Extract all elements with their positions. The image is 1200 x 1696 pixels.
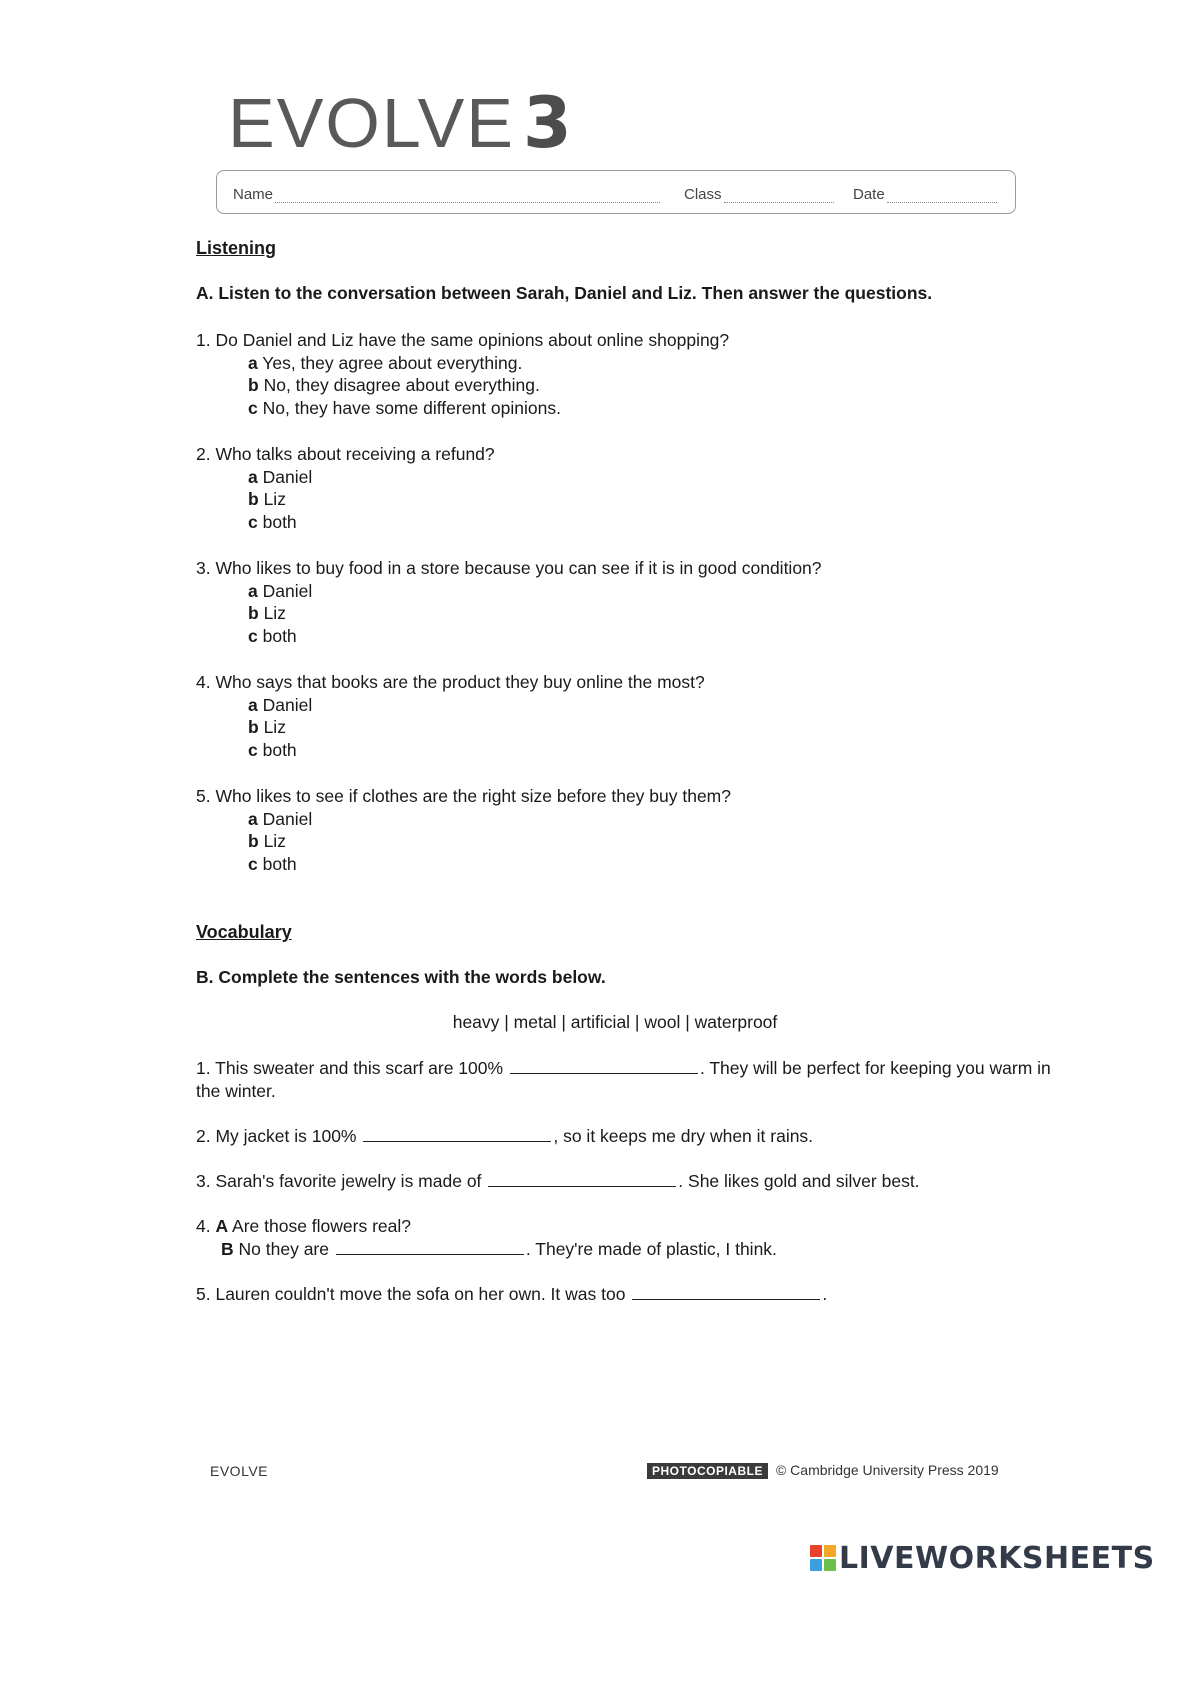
option-a[interactable]: a Daniel — [248, 580, 313, 601]
logo-level: 3 — [522, 82, 573, 164]
vocab-question-2: 2. My jacket is 100% , so it keeps me dry when it rains. — [196, 1126, 814, 1146]
question-text: 2. Who talks about receiving a refund? — [196, 444, 495, 464]
option-a[interactable]: a Daniel — [248, 808, 313, 829]
option-c[interactable]: c both — [248, 739, 297, 760]
student-info-box — [216, 170, 1016, 214]
vocab-question-4: 4. A Are those flowers real? B No they are . They're made of plastic, I think. — [196, 1216, 777, 1259]
option-a[interactable]: a Daniel — [248, 466, 313, 487]
option-b[interactable]: b Liz — [248, 603, 286, 623]
copyright-text: © Cambridge University Press 2019 — [775, 1462, 999, 1478]
photocopiable-badge: PHOTOCOPIABLE — [647, 1463, 768, 1479]
option-b[interactable]: b Liz — [248, 489, 286, 509]
liveworksheets-text: LIVEWORKSHEETS — [839, 1540, 1155, 1576]
question-text: 5. Who likes to see if clothes are the right size before they buy them? — [196, 786, 731, 806]
evolve-logo — [228, 82, 573, 164]
listening-instruction: A. Listen to the conversation between Sarah, Daniel and Liz. Then answer the questions. — [196, 283, 933, 303]
option-c[interactable]: c both — [248, 853, 297, 874]
listening-question-4 — [196, 671, 705, 761]
vocab-question-3: 3. Sarah's favorite jewelry is made of . She likes gold and silver best. — [196, 1171, 920, 1191]
liveworksheets-icon — [810, 1545, 836, 1571]
answer-blank[interactable] — [488, 1170, 676, 1187]
name-field[interactable] — [233, 186, 660, 203]
question-text: 3. Who likes to buy food in a store because you can see if it is in good condition? — [196, 558, 822, 578]
listening-title: Listening — [196, 238, 276, 258]
word-bank: heavy | metal | artificial | wool | waterproof — [452, 1012, 778, 1032]
option-c[interactable]: c both — [248, 625, 297, 646]
class-label: Class — [684, 186, 722, 203]
listening-question-3 — [196, 557, 822, 647]
option-b[interactable]: b Liz — [248, 831, 286, 851]
listening-question-2 — [196, 443, 495, 533]
vocabulary-title: Vocabulary — [196, 922, 292, 942]
question-text: 4. Who says that books are the product they buy online the most? — [196, 672, 705, 692]
option-c[interactable]: c both — [248, 511, 297, 532]
date-field[interactable] — [853, 186, 997, 203]
vocab-question-1: 1. This sweater and this scarf are 100% . They will be perfect for keeping you warm in the winter. — [196, 1058, 1051, 1101]
logo-text: EVOLVE — [228, 84, 515, 162]
answer-blank[interactable] — [336, 1238, 524, 1255]
answer-blank[interactable] — [510, 1057, 698, 1074]
option-a[interactable]: a Daniel — [248, 694, 313, 715]
option-a[interactable]: a Yes, they agree about everything. — [248, 352, 523, 373]
class-field[interactable] — [684, 186, 834, 203]
footer-brand: EVOLVE — [210, 1463, 268, 1479]
vocab-question-5: 5. Lauren couldn't move the sofa on her own. It was too . — [196, 1284, 828, 1304]
option-c[interactable]: c No, they have some different opinions. — [248, 397, 561, 418]
option-b[interactable]: b No, they disagree about everything. — [248, 375, 540, 395]
liveworksheets-logo — [810, 1540, 1155, 1576]
footer-copyright-block — [647, 1462, 999, 1478]
answer-blank[interactable] — [363, 1125, 551, 1142]
question-text: 1. Do Daniel and Liz have the same opinions about online shopping? — [196, 330, 730, 350]
date-label: Date — [853, 186, 885, 203]
answer-blank[interactable] — [632, 1283, 820, 1300]
listening-question-5 — [196, 785, 731, 875]
listening-question-1 — [196, 329, 729, 419]
vocabulary-instruction: B. Complete the sentences with the words below. — [196, 967, 606, 987]
name-label: Name — [233, 186, 274, 203]
option-b[interactable]: b Liz — [248, 717, 286, 737]
